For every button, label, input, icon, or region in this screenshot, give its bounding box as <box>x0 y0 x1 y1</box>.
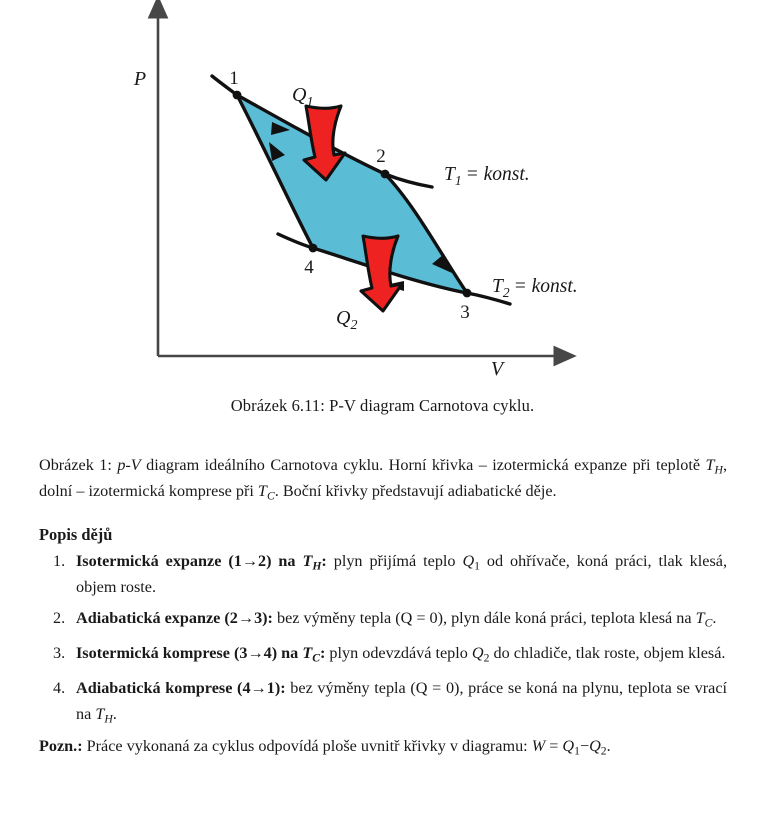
isotherm-cold-label-rest: = konst. <box>513 276 578 297</box>
heat-out-label <box>336 307 357 333</box>
step-2-q-sub: C <box>704 616 713 630</box>
intro-pv: p-V <box>117 456 141 474</box>
process-list <box>39 551 727 730</box>
isotherm-hot-label <box>444 164 530 188</box>
note-w: W <box>531 737 546 756</box>
step-1-rest-b: od ohřívače, koná práci, tlak klesá, objem roste. <box>76 552 727 597</box>
list-item <box>39 643 727 669</box>
heat-in-label <box>292 84 313 110</box>
step-4-lead-tail: : <box>280 679 286 698</box>
note-q2-base: Q <box>589 737 601 756</box>
intro-text-c: . Boční křivky představují adiabatické děje. <box>274 482 557 501</box>
step-4-q <box>95 705 113 726</box>
step-2-rest-a: bez výměny tepla (Q = 0), plyn dále koná práci, teplota klesá na <box>272 608 696 627</box>
step-3-q <box>471 644 490 665</box>
intro-tc-sub: C <box>266 489 275 503</box>
point-label-4: 4 <box>304 257 314 278</box>
list-item <box>39 551 727 599</box>
isotherm-hot-label-base: T <box>444 164 455 185</box>
note-text: Práce vykonaná za cyklus odpovídá ploše uvnitř křivky v diagramu: <box>82 737 532 756</box>
step-3-lead-math-base: T <box>302 644 313 663</box>
note-paragraph <box>39 736 727 762</box>
note-q1-sub: 1 <box>574 744 580 758</box>
vertex-dot-2 <box>381 170 390 179</box>
isotherm-cold-label-sub: 2 <box>502 285 510 300</box>
intro-th-base: T <box>705 456 715 474</box>
step-2-lead: Adiabatická expanze (2→3) <box>76 608 268 627</box>
vertex-dot-3 <box>463 289 472 298</box>
step-1-q <box>462 552 480 573</box>
step-2-q-base: T <box>695 608 705 627</box>
isotherm-cold-label <box>492 276 578 300</box>
point-label-1: 1 <box>229 68 239 89</box>
pv-diagram-svg <box>0 0 765 392</box>
isotherm-hot-label-rest: = konst. <box>465 164 530 185</box>
step-3-lead-math <box>302 644 320 665</box>
note-lead: Pozn.: <box>39 737 83 756</box>
point-label-3: 3 <box>460 302 470 323</box>
step-4-rest-a: bez výměny tepla (Q = 0), práce se koná na plynu, teplota se vrací na <box>76 679 727 724</box>
section-heading: Popis dějů <box>39 525 113 545</box>
step-1-lead-math-base: T <box>302 552 313 571</box>
intro-prefix: Obrázek 1: <box>39 456 118 474</box>
x-axis-label: V <box>490 358 504 380</box>
step-3-q-base: Q <box>471 644 484 663</box>
step-3-lead: Isotermická komprese (3→4) na <box>76 644 303 663</box>
note-eq: = <box>545 737 563 756</box>
step-3-lead-tail: : <box>319 644 326 663</box>
step-3-lead-math-sub: C <box>312 651 320 665</box>
intro-text-b: , dolní – izotermická komprese při <box>39 456 727 501</box>
step-1-lead: Isotermická expanze (1→2) na <box>76 552 303 571</box>
figure-description-paragraph <box>39 455 727 507</box>
y-axis-label: P <box>133 68 147 90</box>
step-1-rest-a: plyn přijímá teplo <box>326 552 463 571</box>
step-1-q-base: Q <box>462 552 475 571</box>
intro-th <box>705 456 723 477</box>
step-1-lead-tail: : <box>321 552 327 571</box>
step-1-lead-math <box>302 552 322 573</box>
step-1-q-sub: 1 <box>474 559 480 573</box>
step-2-lead-tail: : <box>267 608 273 627</box>
list-item <box>39 678 727 730</box>
cycle-area-fill <box>237 95 467 293</box>
intro-tc-base: T <box>257 482 267 501</box>
vertex-dot-4 <box>309 244 318 253</box>
heat-out-label-base: Q <box>336 307 351 329</box>
step-3-q-sub: 2 <box>483 651 490 665</box>
intro-text-a: diagram ideálního Carnotova cyklu. Horní křivka – izotermická expanze při teplotě <box>140 456 706 474</box>
figure-caption: Obrázek 6.11: P-V diagram Carnotova cyklu. <box>230 396 535 415</box>
list-item <box>39 608 727 634</box>
step-4-q-sub: H <box>104 712 113 726</box>
step-4-q-base: T <box>95 705 105 724</box>
note-q1 <box>562 737 580 758</box>
step-4-lead: Adiabatická komprese (4→1) <box>76 679 281 698</box>
point-label-2: 2 <box>376 146 386 167</box>
heat-in-label-sub: 1 <box>306 95 314 110</box>
step-2-rest-b: . <box>712 608 717 627</box>
note-minus: − <box>579 737 590 756</box>
intro-th-sub: H <box>714 463 723 477</box>
intro-tc <box>257 482 275 503</box>
step-3-rest-b: do chladiče, tlak roste, objem klesá. <box>489 644 726 663</box>
isotherm-cold-label-base: T <box>492 276 503 297</box>
text-column <box>39 455 727 778</box>
step-1-lead-math-sub: H <box>312 559 322 573</box>
step-3-rest-a: plyn odevzdává teplo <box>325 644 472 663</box>
heat-out-label-sub: 2 <box>350 318 358 333</box>
isotherm-hot-label-sub: 1 <box>454 173 462 188</box>
heat-in-label-base: Q <box>292 84 307 106</box>
note-period: . <box>606 737 611 756</box>
note-q2 <box>589 737 607 758</box>
step-4-rest-b: . <box>112 705 117 724</box>
note-q1-base: Q <box>562 737 575 756</box>
note-q2-sub: 2 <box>600 744 607 758</box>
vertex-dot-1 <box>233 91 242 100</box>
step-2-q <box>695 608 713 630</box>
